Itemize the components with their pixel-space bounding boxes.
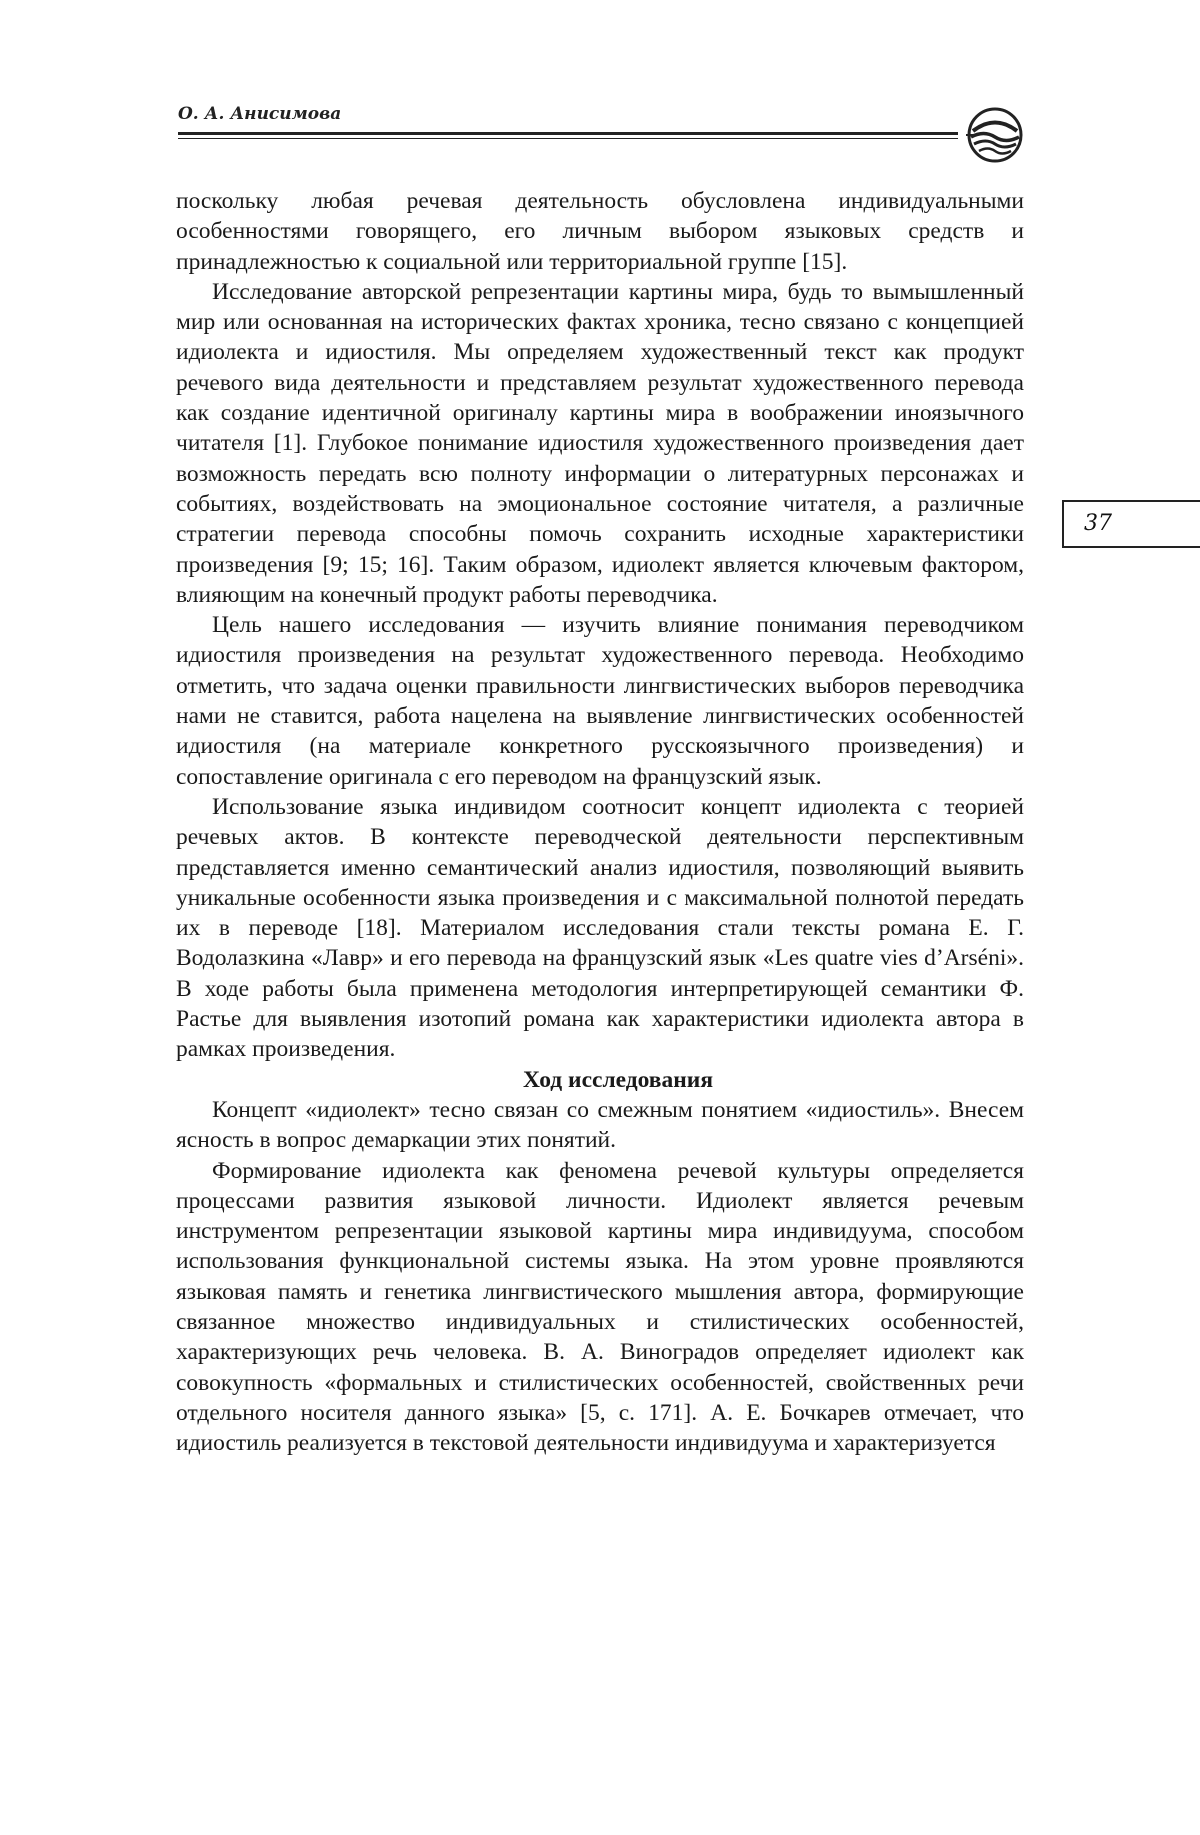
paragraph-1: поскольку любая речевая деятельность обусловлена индивидуальными особенностями говорящего, его личным выбором языковых средств и принадлежностью к социальной или территориальной группе [15]. (176, 188, 1024, 275)
header-rule-thick (178, 132, 958, 135)
paragraph-6: Формирование идиолекта как феномена речевой культуры определяется процессами развития языковой личности. Идиолект является речевым инструментом репрезентации языковой картины мира индивидуума, способом использования функциональной системы языка. На этом уровне проявляются языковая память и генетика лингвистического мышления автора, формирующие связанное множество индивидуальных и стилистических особенностей, характеризующих речь человека. В. А. Виноградов определяет идиолект как совокупность «формальных и стилистических особенностей, свойственных речи отдельного носителя данного языка» [5, с. 171]. А. Е. Бочкарев отмечает, что идиостиль реализуется в текстовой деятельности индивидуума и характеризуется (176, 1157, 1024, 1457)
page-number: 37 (1084, 511, 1112, 536)
header-rule-thin (178, 138, 958, 139)
paragraph-4: Использование языка индивидом соотносит концепт идиолекта с теорией речевых актов. В контексте переводческой деятельности перспективным представляется именно семантический анализ идиостиля, позволяющий выявить уникальные особенности языка произведения и с максимальной полнотой передать их в переводе [18]. Материалом исследования стали тексты романа Е. Г. Водолазкина «Лавр» и его перевода на французский язык «Les quatre vies d’Arséni». В ходе работы была применена методология интерпретирующей семантики Ф. Растье для выявления изотопий романа как характеристики идиолекта автора в рамках произведения. (176, 793, 1024, 1063)
paragraph-2: Исследование авторской репрезентации картины мира, будь то вымышленный мир или основанная на исторических фактах хроника, тесно связано с концепцией идиолекта и идиостиля. Мы определяем художественный текст как продукт речевого вида деятельности и представляем результат художественного перевода как создание идентичной оригиналу картины мира в воображении иноязычного читателя [1]. Глубокое понимание идиостиля художественного произведения дает возможность передать всю полноту информации о литературных персонажах и событиях, воздействовать на эмоциональное состояние читателя, а различные стратегии перевода способны помочь сохранить исходные характеристики произведения [9; 15; 16]. Таким образом, идиолект является ключевым фактором, влияющим на конечный продукт работы переводчика. (176, 278, 1024, 608)
journal-wave-logo-icon (966, 106, 1024, 164)
running-head: О. А. Анисимова (178, 104, 342, 124)
paragraph-3: Цель нашего исследования — изучить влияние понимания переводчиком идиостиля произведения на результат художественного перевода. Необходимо отметить, что задача оценки правильности лингвистических выборов переводчика нами не ставится, работа нацелена на выявление лингвистических особенностей идиостиля (на материале конкретного русскоязычного произведения) и сопоставление оригинала с его переводом на французский язык. (176, 612, 1024, 790)
paragraph-5: Концепт «идиолект» тесно связан со смежным понятием «идиостиль». Внесем ясность в вопрос демаркации этих понятий. (176, 1096, 1024, 1154)
body-text (176, 186, 1024, 1458)
page-number-box (1062, 500, 1200, 548)
section-heading: Ход исследования (522, 1066, 714, 1093)
